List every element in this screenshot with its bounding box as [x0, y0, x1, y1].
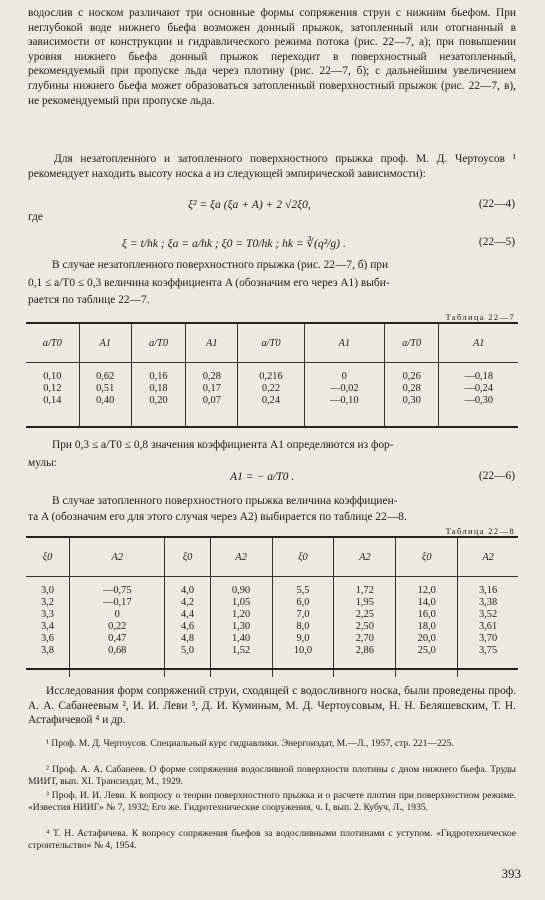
- table-column-values: —0,18 —0,24 —0,30: [439, 363, 518, 428]
- paragraph-unflooded-line2: 0,1 ≤ a/T0 ≤ 0,3 величина коэффициента A (обозначим его через A1) выби-: [28, 277, 390, 289]
- paragraph-formula-range-line1: При 0,3 ≤ a/T0 ≤ 0,8 значения коэффициента A1 определяются из фор-: [52, 439, 394, 451]
- table-22-7-bottom-rule: [26, 426, 518, 428]
- table-column-values: 5,5 6,0 7,0 8,0 9,0 10,0: [272, 577, 334, 678]
- table-column-values: 3,0 3,2 3,3 3,4 3,6 3,8: [41, 585, 55, 656]
- equation-number-22-5: (22—5): [478, 236, 515, 248]
- table-header-cell: a/T0: [238, 324, 304, 363]
- table-header-cell: ξ0: [26, 538, 70, 577]
- equation-number-22-6: (22—6): [478, 470, 515, 482]
- paragraph-unflooded-line3: рается по таблице 22—7.: [28, 294, 150, 306]
- footnote-4: ⁴ Т. Н. Астафичева. К вопросу сопряжения бьефов за водосливными плотинами с уступом. «Гидротехническое строительство» № 4, 1954.: [28, 828, 516, 851]
- paragraph-flooded-line2: та A (обозначим его для этого случая через A2) выбирается по таблице 22—8.: [28, 511, 407, 523]
- table-header-cell: A1: [304, 324, 384, 363]
- equation-22-4: ξ² = ξa (ξa + A) + 2 √2ξ0,: [188, 198, 311, 211]
- table-header-cell: A1: [439, 324, 518, 363]
- table-22-7-caption: Таблица 22—7: [445, 312, 515, 322]
- footnote-2: ² Проф. А. А. Сабанеев. О форме сопряжения водосливной поверхности плотины с дном нижнего бьефа. Труды МИИТ, вып. XI. Трансиздат, М., 1929.: [28, 764, 516, 787]
- table-header-cell: ξ0: [272, 538, 334, 577]
- table-header-cell: A1: [186, 324, 238, 363]
- table-column-values: 3,16 3,38 3,52 3,61 3,70 3,75: [458, 577, 518, 678]
- table-header-cell: A2: [334, 538, 396, 577]
- table-22-8-caption: Таблица 22—8: [445, 526, 515, 536]
- table-header-cell: a/T0: [131, 324, 186, 363]
- table-header-cell: a/T0: [26, 324, 79, 363]
- table-column-values: 12,0 14,0 16,0 18,0 20,0 25,0: [396, 577, 458, 678]
- table-column-values: 0,28 0,17 0,07: [186, 363, 238, 428]
- table-header-cell: A2: [458, 538, 518, 577]
- table-column-values: 0,62 0,51 0,40: [79, 363, 131, 428]
- table-header-cell: ξ0: [165, 538, 210, 577]
- paragraph-unflooded-line1: В случае незатопленного поверхностного прыжка (рис. 22—7, б) при: [52, 259, 389, 271]
- table-column-values: 4,0 4,2 4,4 4,6 4,8 5,0: [165, 577, 210, 678]
- table-column-values: 0,16 0,18 0,20: [131, 363, 186, 428]
- table-header-cell: A1: [79, 324, 131, 363]
- table-column-values: 0,90 1,05 1,20 1,30 1,40 1,52: [210, 577, 272, 678]
- paragraph-flooded-line1: В случае затопленного поверхностного прыжка величина коэффициен-: [52, 495, 398, 507]
- table-column-values: 0,10 0,12 0,14: [43, 371, 62, 406]
- table-column-values: —0,75 —0,17 0 0,22 0,47 0,68: [70, 577, 165, 678]
- footnote-1: ¹ Проф. М. Д. Чертоусов. Специальный курс гидравлики. Энергоиздат, М.—Л., 1957, стр. 221—225.: [46, 738, 454, 749]
- paragraph-chertousov-method: Для незатопленного и затопленного поверхностного прыжка проф. М. Д. Чертоусов ¹ рекомендует находить высоту носка а из следующей эмпирической зависимости):: [28, 153, 516, 180]
- table-22-8: [26, 538, 518, 677]
- equation-number-22-4: (22—4): [478, 198, 515, 210]
- table-column-values: 0 —0,02 —0,10: [304, 363, 384, 428]
- equation-22-5: ξ = t/hk ; ξa = a/hk ; ξ0 = T0/hk ; hk = ∛(q²/g) .: [122, 237, 346, 250]
- footnote-3: ³ Проф. И. И. Леви. К вопросу о теории поверхностного прыжка и о расчете плотин при поверхностном режиме. «Известия НИИГ» № 7, 1932; Его же. Гидротехнические сооружения, ч. I, вып. 2. Кубуч, Л., 1935.: [28, 790, 516, 813]
- equation-22-6: A1 = − a/T0 .: [230, 470, 295, 483]
- table-header-cell: A2: [210, 538, 272, 577]
- table-22-8-bottom-rule: [26, 668, 518, 670]
- paragraph-formula-range-line2: мулы:: [28, 457, 57, 469]
- paragraph-forms-of-junction: водослив с носком различают три основные формы сопряжения струи с нижним бьефом. При неглубокой воде нижнего бьефа возможен донный прыжок, затопленный или отогнанный в зависимости от конструкции и гидравлического режима потока (рис. 22—7, а); при повышении уровня нижнего бьефа донный прыжок переходит в поверхностный незатопленный, рекомендуемый при пропуске льда через плотину (рис. 22—7, б); с дальнейшим увеличением глубины нижнего бьефа может образоваться затопленный поверхностный прыжок (рис. 22—7, в), не рекомендуемый при пропуске льда.: [28, 7, 516, 107]
- table-header-cell: ξ0: [396, 538, 458, 577]
- table-column-values: 0,216 0,22 0,24: [238, 363, 304, 428]
- table-header-cell: A2: [70, 538, 165, 577]
- where-label: где: [28, 211, 43, 223]
- table-header-cell: a/T0: [384, 324, 439, 363]
- table-22-7: [26, 324, 518, 427]
- table-column-values: 0,26 0,28 0,30: [384, 363, 439, 428]
- paragraph-research-history: Исследования форм сопряжений струи, сходящей с водосливного носка, были проведены проф. А. А. Сабанеевым ², И. И. Леви ³, Д. И. Куминым, М. Д. Чертоусовым, Н. Н. Беляшевским, Т. Н. Астафичевой ⁴ и др.: [28, 685, 516, 727]
- table-column-values: 1,72 1,95 2,25 2,50 2,70 2,86: [334, 577, 396, 678]
- page-number: 393: [501, 866, 521, 881]
